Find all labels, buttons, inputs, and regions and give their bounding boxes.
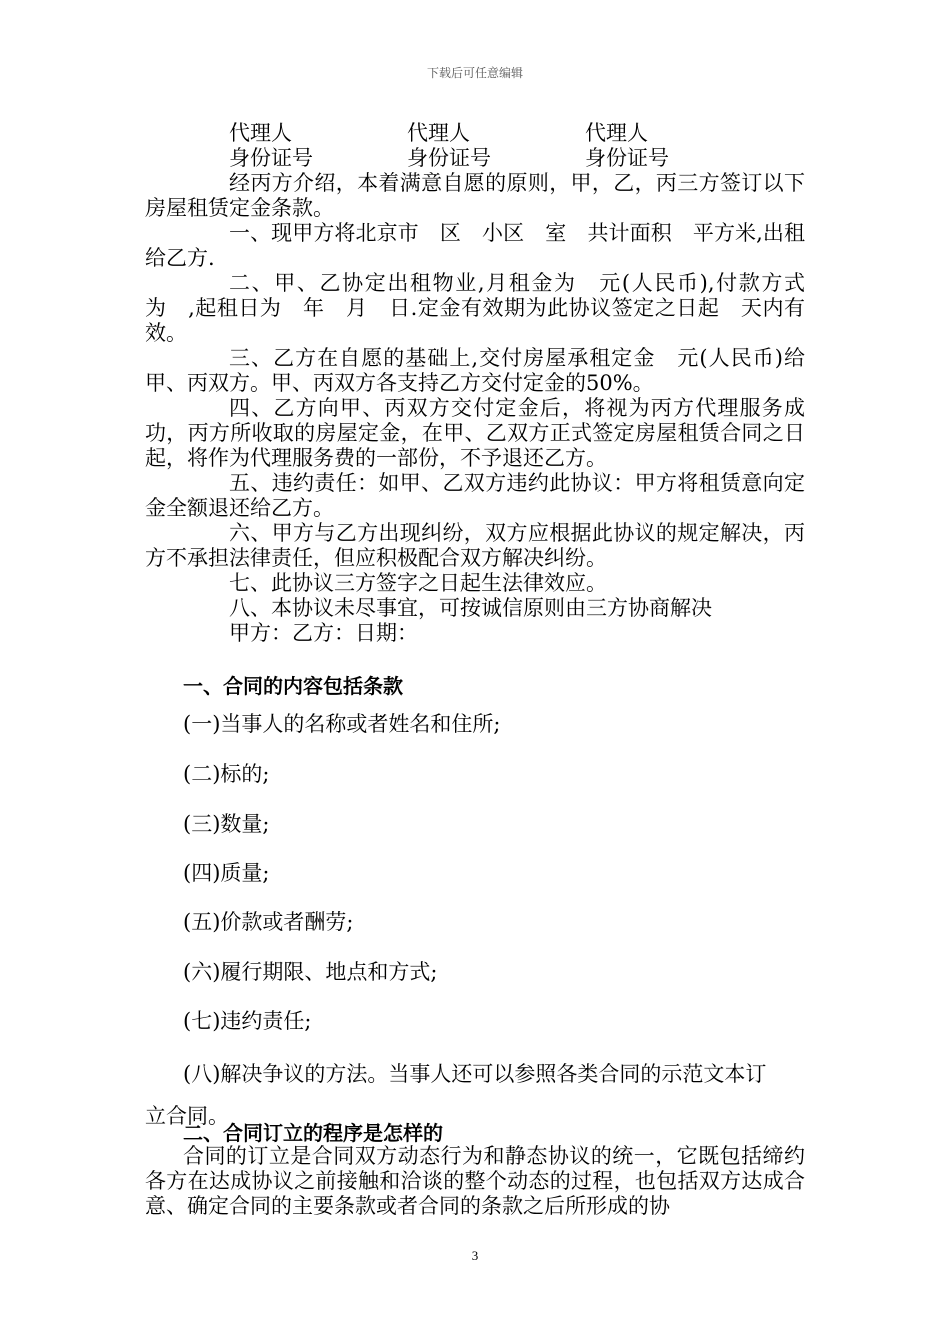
list-item-1: (一)当事人的名称或者姓名和住所; [183,712,501,736]
list-item-3: (三)数量; [183,812,270,836]
signature-line: 甲方：乙方：日期： [229,621,418,645]
list-item-2: (二)标的; [183,762,270,786]
agreement-clause-4: 四、乙方向甲、丙双方交付定金后，将视为丙方代理服务成功，丙方所收取的房屋定金，在甲、乙双方正式签定房屋租赁合同之日起，将作为代理服务费的一部份，不予退还乙方。 [145,396,805,470]
list-item-8-line-2: 立合同。 [145,1104,229,1128]
agreement-body [145,121,805,646]
section-2-body [145,1144,805,1219]
agreement-clause-6: 六、甲方与乙方出现纠纷，双方应根据此协议的规定解决，丙方不承担法律责任，但应积极配合双方解决纠纷。 [145,521,805,570]
id-row [145,146,805,171]
agreement-clause-3: 三、乙方在自愿的基础上,交付房屋承租定金 元(人民币)给甲、丙双方。甲、丙双方各支持乙方交付定金的50%。 [145,346,805,395]
page-header: 下载后可任意编辑 [426,66,523,80]
section-2-title: 二、合同订立的程序是怎样的 [183,1121,443,1145]
id-label-party-b: 身份证号 [407,146,491,170]
agreement-clause-2: 二、甲、乙协定出租物业,月租金为 元(人民币),付款方式为 ,起租日为 年 月 日.定金有效期为此协议签定之日起 天内有效。 [145,271,805,345]
section-2-paragraph: 合同的订立是合同双方动态行为和静态协议的统一，它既包括缔约各方在达成协议之前接触和洽谈的整个动态的过程，也包括双方达成合意、确定合同的主要条款或者合同的条款之后所形成的协 [145,1144,805,1218]
agent-label-party-b: 代理人 [407,121,470,145]
agreement-clause-7: 七、此协议三方签字之日起生法律效应。 [229,571,607,595]
list-item-5: (五)价款或者酬劳; [183,910,354,934]
agent-label-party-a: 代理人 [229,121,292,145]
list-item-7: (七)违约责任; [183,1009,312,1033]
agreement-intro: 经丙方介绍，本着满意自愿的原则，甲，乙，丙三方签订以下房屋租赁定金条款。 [145,171,805,220]
agreement-clause-1: 一、现甲方将北京市 区 小区 室 共计面积 平方米,出租给乙方. [145,221,805,270]
agent-label-party-c: 代理人 [585,121,648,145]
page-number: 3 [471,1248,479,1263]
agreement-clause-5: 五、违约责任：如甲、乙双方违约此协议：甲方将租赁意向定金全额退还给乙方。 [145,471,805,520]
list-item-8-line-1: (八)解决争议的方法。当事人还可以参照各类合同的示范文本订 [183,1062,767,1086]
list-item-4: (四)质量; [183,861,270,885]
id-label-party-c: 身份证号 [585,146,669,170]
agreement-clause-8: 八、本协议未尽事宜，可按诚信原则由三方协商解决 [229,596,712,620]
agent-row [145,121,805,146]
section-1-title: 一、合同的内容包括条款 [183,674,403,698]
id-label-party-a: 身份证号 [229,146,313,170]
list-item-6: (六)履行期限、地点和方式; [183,960,438,984]
